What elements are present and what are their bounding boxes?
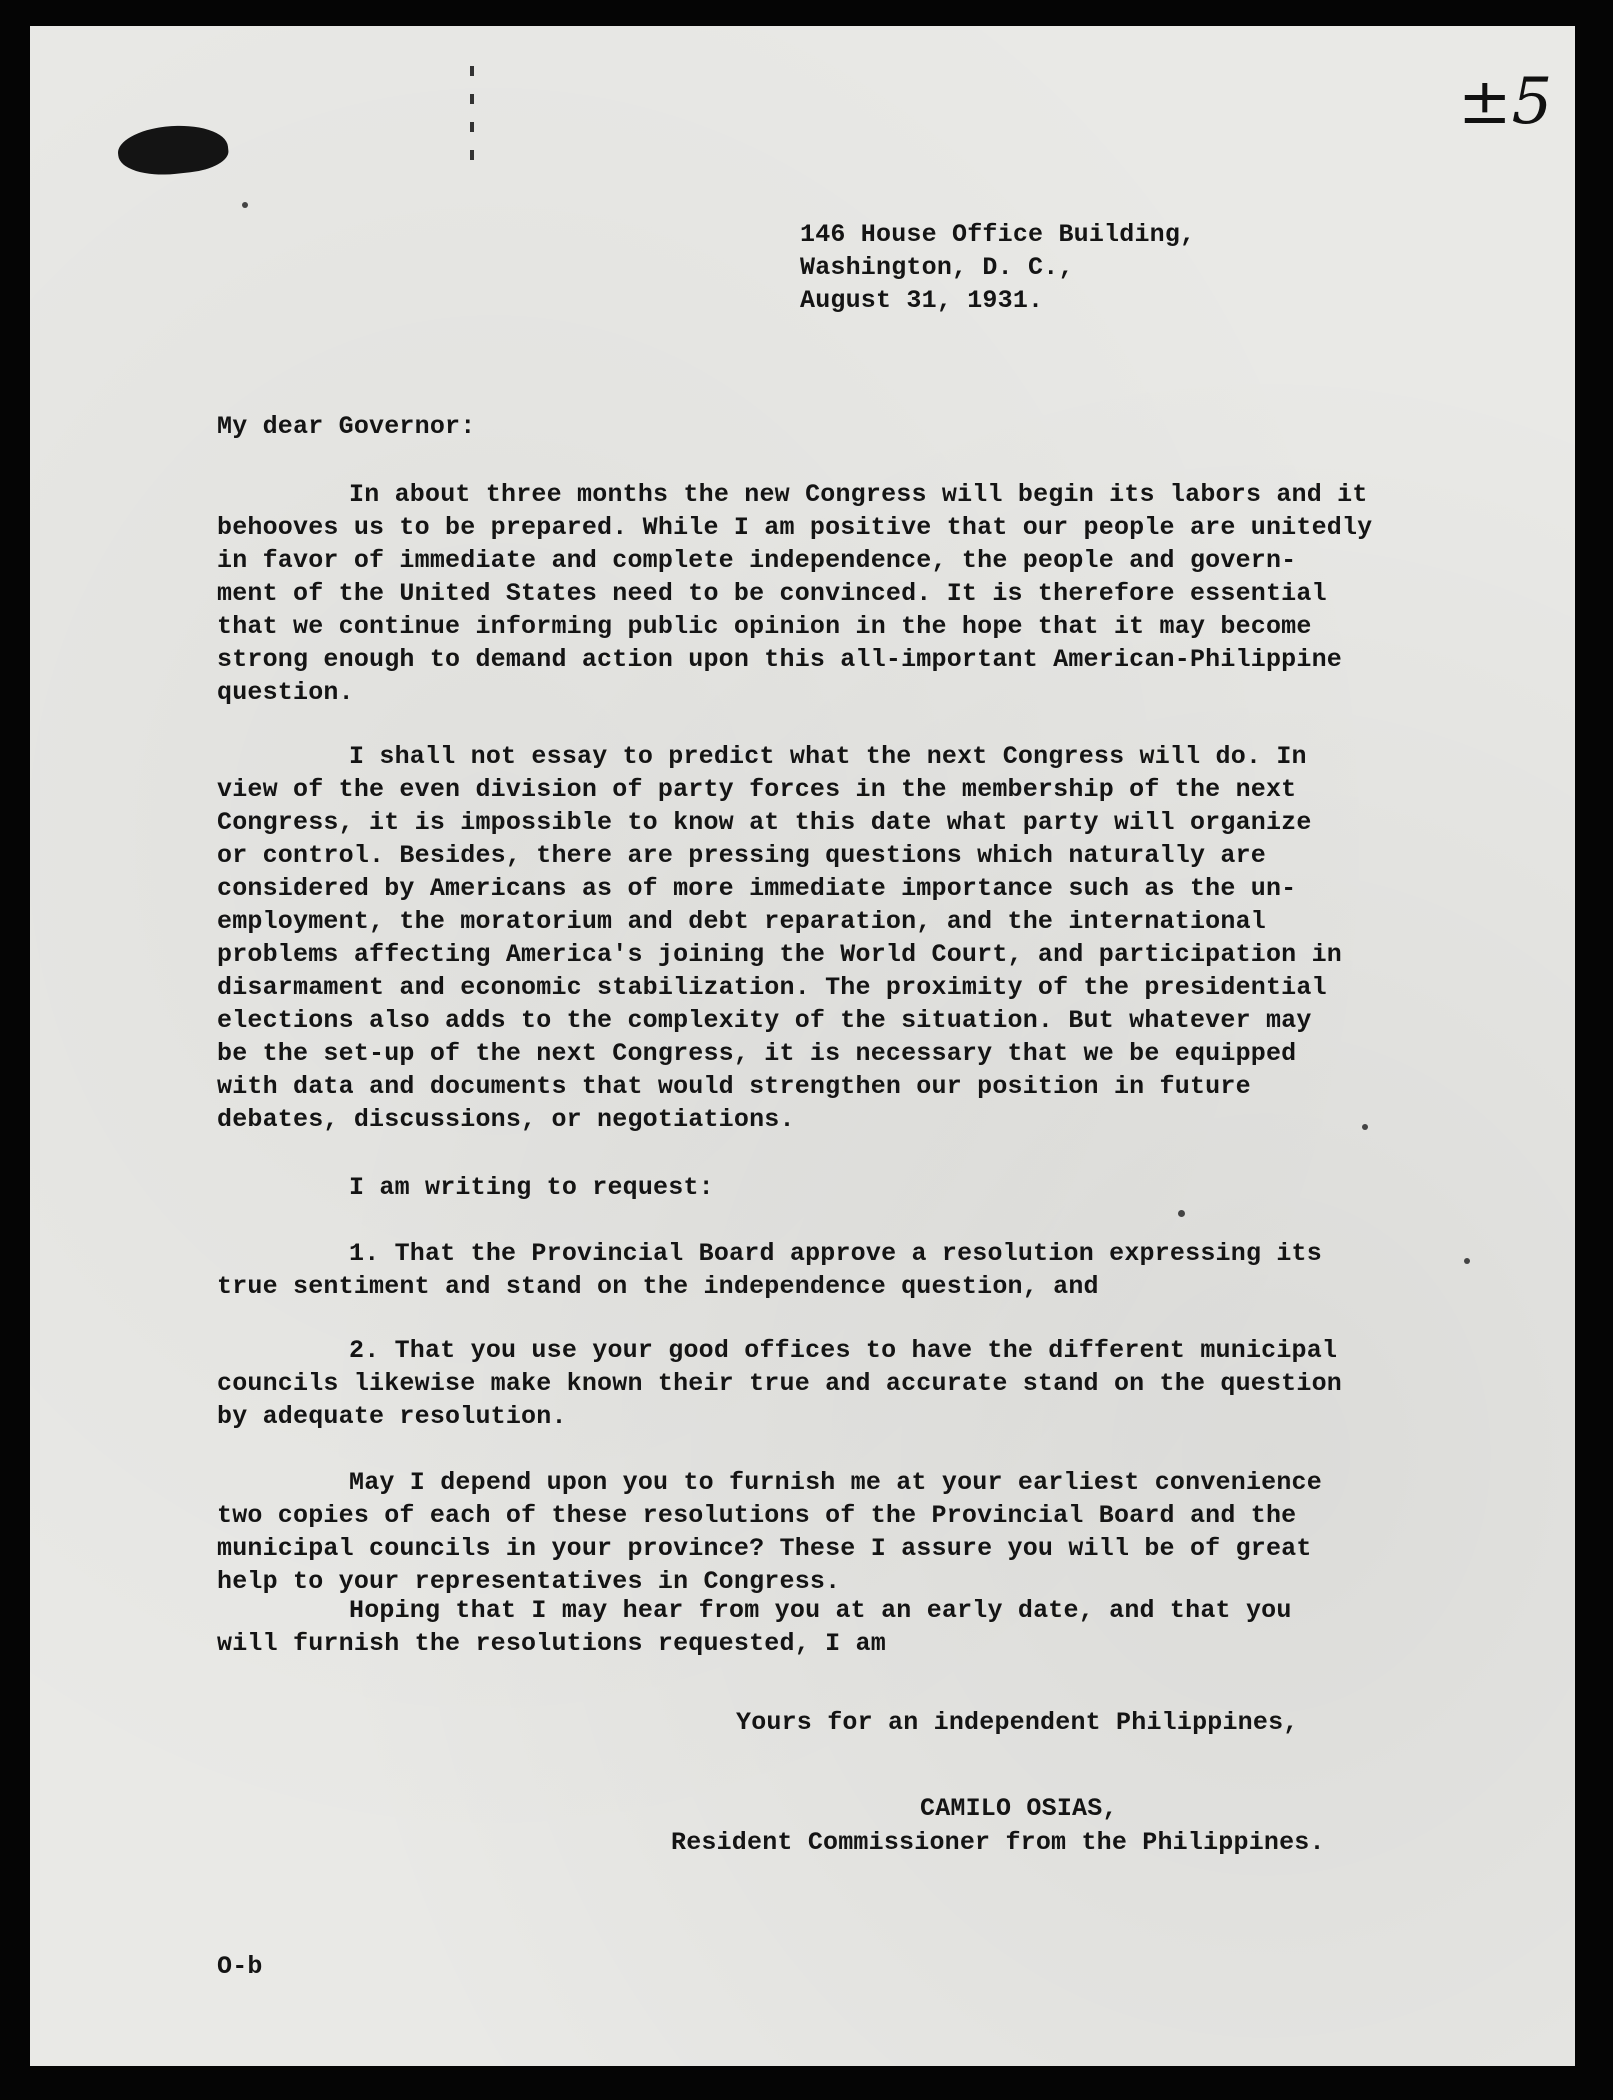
text-line: Congress, it is impossible to know at this date what party will organize <box>217 808 1312 837</box>
text-line: 2. That you use your good offices to have the different municipal <box>349 1336 1338 1365</box>
paragraph-2 <box>217 740 1342 1136</box>
text-line: in favor of immediate and complete independence, the people and govern- <box>217 546 1297 575</box>
paragraph-7 <box>217 1594 1292 1660</box>
text-line: disarmament and economic stabilization. The proximity of the presidential <box>217 973 1327 1002</box>
text-line: that we continue informing public opinion in the hope that it may become <box>217 612 1312 641</box>
text-line: considered by Americans as of more immediate importance such as the un- <box>217 874 1297 903</box>
request-item-2 <box>217 1334 1342 1433</box>
sender-address <box>800 218 1195 317</box>
text-line: employment, the moratorium and debt reparation, and the international <box>217 907 1266 936</box>
text-line: two copies of each of these resolutions of the Provincial Board and the <box>217 1501 1297 1530</box>
signature-name: CAMILO OSIAS, <box>920 1794 1118 1823</box>
ink-blot <box>116 120 230 179</box>
speck <box>1464 1258 1470 1264</box>
punch-marks <box>470 66 480 186</box>
address-line: Washington, D. C., <box>800 253 1074 282</box>
text-line: be the set-up of the next Congress, it is necessary that we be equipped <box>217 1039 1297 1068</box>
text-line: with data and documents that would strengthen our position in future <box>217 1072 1251 1101</box>
text-line: I am writing to request: <box>349 1173 714 1202</box>
closing: Yours for an independent Philippines, <box>736 1708 1299 1737</box>
speck <box>242 202 248 208</box>
text-line: May I depend upon you to furnish me at your earliest convenience <box>349 1468 1322 1497</box>
text-line: or control. Besides, there are pressing questions which naturally are <box>217 841 1266 870</box>
paragraph-1 <box>217 478 1372 709</box>
text-line: true sentiment and stand on the independence question, and <box>217 1272 1099 1301</box>
reference-code: O-b <box>217 1952 263 1981</box>
text-line: view of the even division of party forces in the membership of the next <box>217 775 1297 804</box>
text-line: strong enough to demand action upon this all-important American-Philippine <box>217 645 1342 674</box>
text-line: by adequate resolution. <box>217 1402 567 1431</box>
letter-page <box>30 26 1575 2066</box>
text-line: behooves us to be prepared. While I am positive that our people are unitedly <box>217 513 1373 542</box>
address-line: 146 House Office Building, <box>800 220 1196 249</box>
text-line: 1. That the Provincial Board approve a resolution expressing its <box>349 1239 1322 1268</box>
text-line: help to your representatives in Congress. <box>217 1567 841 1596</box>
paragraph-3 <box>217 1171 714 1204</box>
text-line: ment of the United States need to be convinced. It is therefore essential <box>217 579 1327 608</box>
text-line: question. <box>217 678 354 707</box>
text-line: debates, discussions, or negotiations. <box>217 1105 795 1134</box>
text-line: elections also adds to the complexity of the situation. But whatever may <box>217 1006 1312 1035</box>
salutation: My dear Governor: <box>217 412 476 441</box>
signature-title: Resident Commissioner from the Philippines. <box>671 1828 1325 1857</box>
request-item-1 <box>217 1237 1322 1303</box>
text-line: I shall not essay to predict what the next Congress will do. In <box>349 742 1307 771</box>
text-line: Hoping that I may hear from you at an early date, and that you <box>349 1596 1292 1625</box>
text-line: will furnish the resolutions requested, I am <box>217 1629 886 1658</box>
speck <box>1178 1210 1185 1217</box>
text-line: problems affecting America's joining the World Court, and participation in <box>217 940 1342 969</box>
text-line: councils likewise make known their true and accurate stand on the question <box>217 1369 1342 1398</box>
paragraph-6 <box>217 1466 1322 1598</box>
date-line: August 31, 1931. <box>800 286 1044 315</box>
text-line: In about three months the new Congress will begin its labors and it <box>349 480 1368 509</box>
text-line: municipal councils in your province? These I assure you will be of great <box>217 1534 1312 1563</box>
corner-annotation: ±5 <box>1458 65 1553 139</box>
ink-blot-small <box>180 138 200 158</box>
speck <box>1362 1124 1368 1130</box>
